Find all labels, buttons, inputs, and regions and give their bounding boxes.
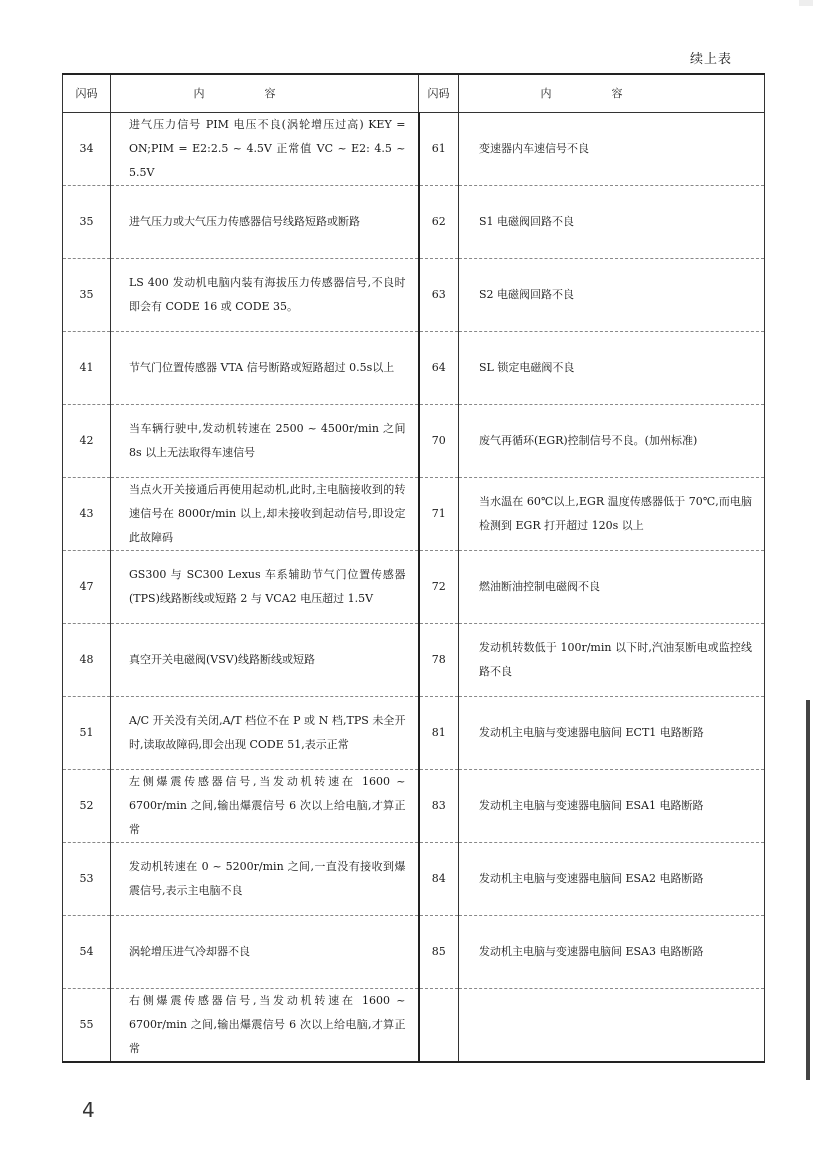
header-content-right: 内容 bbox=[459, 74, 765, 113]
fault-code-right bbox=[419, 989, 459, 1063]
fault-code-left: 51 bbox=[63, 697, 111, 770]
fault-code-table bbox=[62, 73, 765, 1063]
table-row bbox=[63, 624, 765, 697]
fault-code-left: 55 bbox=[63, 989, 111, 1063]
table-row bbox=[63, 916, 765, 989]
fault-code-left: 43 bbox=[63, 478, 111, 551]
fault-code-right: 85 bbox=[419, 916, 459, 989]
table-row bbox=[63, 770, 765, 843]
binding-edge bbox=[806, 700, 810, 1080]
fault-description-left: 左侧爆震传感器信号,当发动机转速在 1600 ~ 6700r/min 之间,输出爆震信号 6 次以上给电脑,才算正常 bbox=[111, 770, 419, 843]
fault-code-right: 63 bbox=[419, 259, 459, 332]
fault-description-left: 当车辆行驶中,发动机转速在 2500 ~ 4500r/min 之间 8s 以上无法取得车速信号 bbox=[111, 405, 419, 478]
table-row bbox=[63, 259, 765, 332]
fault-code-right: 72 bbox=[419, 551, 459, 624]
fault-description-right bbox=[459, 989, 765, 1063]
fault-description-right: 废气再循环(EGR)控制信号不良。(加州标准) bbox=[459, 405, 765, 478]
fault-description-right: S1 电磁阀回路不良 bbox=[459, 186, 765, 259]
fault-code-right: 78 bbox=[419, 624, 459, 697]
fault-description-right: 发动机主电脑与变速器电脑间 ESA3 电路断路 bbox=[459, 916, 765, 989]
table-row bbox=[63, 478, 765, 551]
fault-description-right: 发动机主电脑与变速器电脑间 ESA1 电路断路 bbox=[459, 770, 765, 843]
table-header-row bbox=[63, 74, 765, 113]
fault-code-right: 71 bbox=[419, 478, 459, 551]
scan-corner bbox=[799, 0, 813, 6]
fault-description-left: 真空开关电磁阀(VSV)线路断线或短路 bbox=[111, 624, 419, 697]
fault-description-right: S2 电磁阀回路不良 bbox=[459, 259, 765, 332]
fault-code-left: 47 bbox=[63, 551, 111, 624]
table-row bbox=[63, 551, 765, 624]
fault-description-left: 节气门位置传感器 VTA 信号断路或短路超过 0.5s以上 bbox=[111, 332, 419, 405]
fault-description-left: 进气压力或大气压力传感器信号线路短路或断路 bbox=[111, 186, 419, 259]
table-row bbox=[63, 113, 765, 186]
page-number: 4 bbox=[82, 1098, 95, 1122]
fault-description-left: GS300 与 SC300 Lexus 车系辅助节气门位置传感器(TPS)线路断线或短路 2 与 VCA2 电压超过 1.5V bbox=[111, 551, 419, 624]
fault-code-right: 81 bbox=[419, 697, 459, 770]
fault-description-right: 当水温在 60℃以上,EGR 温度传感器低于 70℃,而电脑检测到 EGR 打开超过 120s 以上 bbox=[459, 478, 765, 551]
fault-description-left: LS 400 发动机电脑内装有海拔压力传感器信号,不良时即会有 CODE 16 或 CODE 35。 bbox=[111, 259, 419, 332]
fault-description-left: 进气压力信号 PIM 电压不良(涡轮增压过高) KEY = ON;PIM = E2:2.5 ~ 4.5V 正常值 VC ~ E2: 4.5 ~ 5.5V bbox=[111, 113, 419, 186]
fault-description-right: 发动机主电脑与变速器电脑间 ESA2 电路断路 bbox=[459, 843, 765, 916]
fault-code-right: 61 bbox=[419, 113, 459, 186]
table-row bbox=[63, 697, 765, 770]
fault-code-right: 70 bbox=[419, 405, 459, 478]
header-code-left: 闪码 bbox=[63, 74, 111, 113]
fault-code-right: 83 bbox=[419, 770, 459, 843]
fault-code-left: 48 bbox=[63, 624, 111, 697]
fault-code-right: 84 bbox=[419, 843, 459, 916]
fault-description-right: 燃油断油控制电磁阀不良 bbox=[459, 551, 765, 624]
continued-label: 续上表 bbox=[690, 52, 733, 67]
table-row bbox=[63, 405, 765, 478]
fault-code-left: 54 bbox=[63, 916, 111, 989]
header-code-right: 闪码 bbox=[419, 74, 459, 113]
table-row bbox=[63, 843, 765, 916]
fault-code-left: 41 bbox=[63, 332, 111, 405]
fault-description-left: 涡轮增压进气冷却器不良 bbox=[111, 916, 419, 989]
fault-code-left: 35 bbox=[63, 259, 111, 332]
fault-description-right: 变速器内车速信号不良 bbox=[459, 113, 765, 186]
fault-description-right: 发动机主电脑与变速器电脑间 ECT1 电路断路 bbox=[459, 697, 765, 770]
fault-description-left: A/C 开关没有关闭,A/T 档位不在 P 或 N 档,TPS 未全开时,读取故障码,即会出现 CODE 51,表示正常 bbox=[111, 697, 419, 770]
table-row bbox=[63, 989, 765, 1063]
fault-code-right: 64 bbox=[419, 332, 459, 405]
fault-code-left: 35 bbox=[63, 186, 111, 259]
fault-code-left: 42 bbox=[63, 405, 111, 478]
fault-code-right: 62 bbox=[419, 186, 459, 259]
fault-description-left: 当点火开关接通后再使用起动机,此时,主电脑接收到的转速信号在 8000r/min 以上,却未接收到起动信号,即设定此故障码 bbox=[111, 478, 419, 551]
table-row bbox=[63, 332, 765, 405]
fault-description-left: 发动机转速在 0 ~ 5200r/min 之间,一直没有接收到爆震信号,表示主电脑不良 bbox=[111, 843, 419, 916]
fault-description-right: SL 锁定电磁阀不良 bbox=[459, 332, 765, 405]
fault-code-left: 53 bbox=[63, 843, 111, 916]
fault-description-right: 发动机转数低于 100r/min 以下时,汽油泵断电或监控线路不良 bbox=[459, 624, 765, 697]
fault-description-left: 右侧爆震传感器信号,当发动机转速在 1600 ~ 6700r/min 之间,输出爆震信号 6 次以上给电脑,才算正常 bbox=[111, 989, 419, 1063]
fault-code-left: 52 bbox=[63, 770, 111, 843]
header-content-left: 内容 bbox=[111, 74, 419, 113]
table-row bbox=[63, 186, 765, 259]
fault-code-left: 34 bbox=[63, 113, 111, 186]
